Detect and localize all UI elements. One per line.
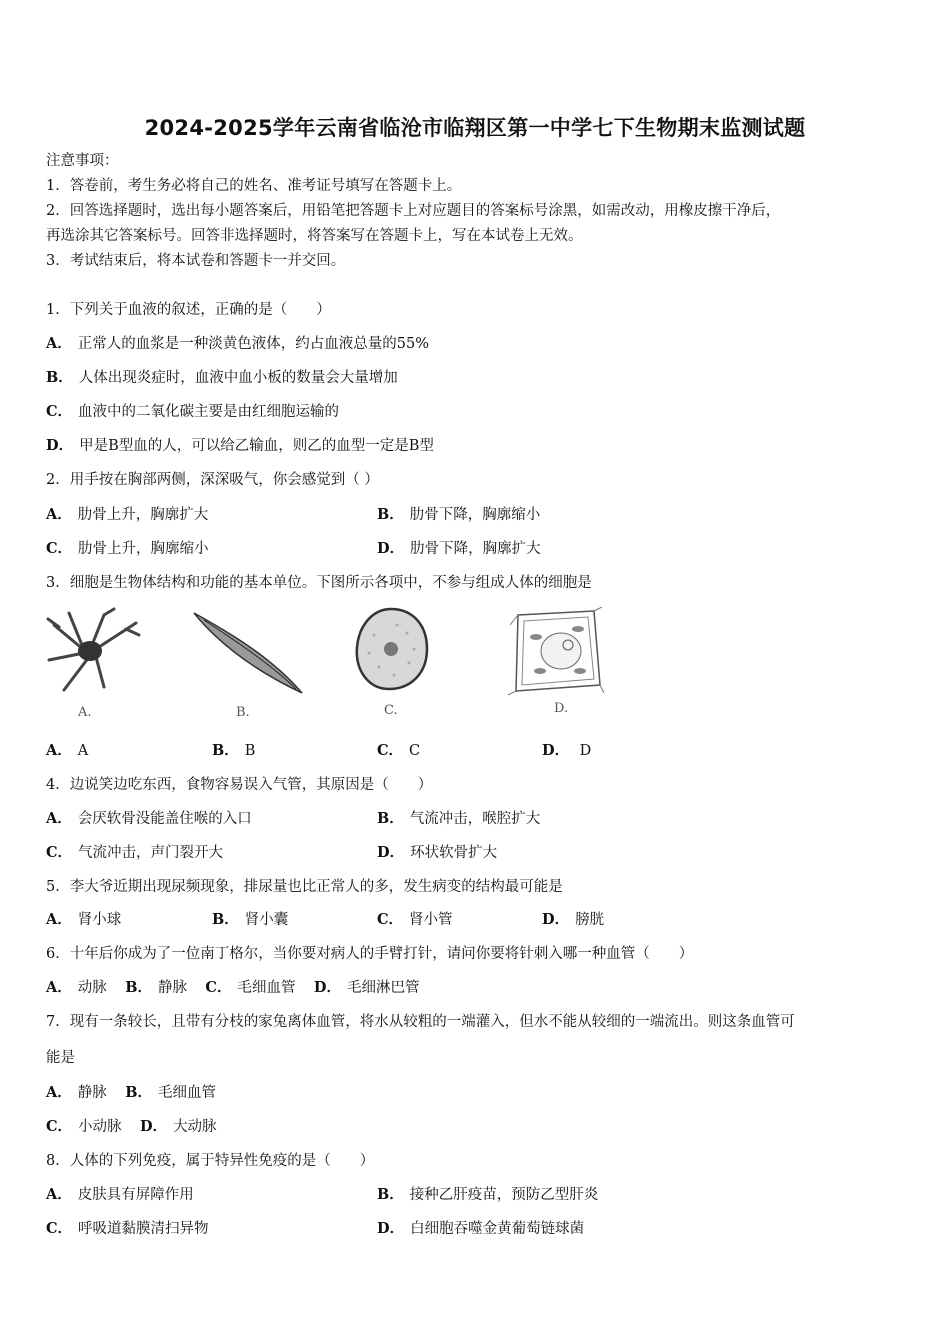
option-label: B． — [212, 911, 239, 928]
option-label: C． — [377, 911, 404, 928]
option-label: C． — [46, 403, 73, 420]
option-text: 肋骨下降，胸廓扩大 — [410, 541, 541, 557]
option-label: D． — [377, 1220, 405, 1237]
option-d[interactable] — [377, 539, 541, 559]
option-text: 气流冲击，喉腔扩大 — [409, 811, 541, 827]
option-text: 肋骨上升，胸廓扩大 — [77, 507, 209, 523]
option-b[interactable] — [212, 910, 288, 930]
option-d[interactable] — [46, 436, 434, 456]
option-label: A． — [46, 911, 72, 928]
figure-label-b: B. — [236, 705, 250, 720]
option-label: B． — [125, 1084, 152, 1101]
option-d[interactable] — [140, 1119, 217, 1135]
option-c[interactable] — [46, 843, 223, 863]
option-a[interactable] — [46, 910, 121, 930]
option-label: B． — [377, 810, 404, 827]
option-label: C． — [377, 742, 404, 759]
question-stem: 4．边说笑边吃东西，食物容易误入气管，其原因是（ ） — [46, 777, 433, 793]
option-text: 膀胱 — [575, 912, 605, 928]
option-text: 甲是B型血的人，可以给乙输血，则乙的血型一定是B型 — [79, 438, 434, 454]
option-row — [46, 1083, 216, 1103]
question-stem: 8．人体的下列免疫，属于特异性免疫的是（ ） — [46, 1153, 375, 1169]
option-label: B． — [212, 742, 239, 759]
option-row — [46, 1117, 217, 1137]
option-a[interactable] — [46, 505, 208, 525]
figure-label-d: D. — [554, 701, 569, 716]
option-text: B — [244, 743, 256, 759]
option-label: B． — [377, 1186, 404, 1203]
option-a[interactable] — [46, 980, 107, 996]
option-text: 毛细血管 — [237, 980, 296, 996]
muscle-cell-image — [184, 605, 314, 695]
option-label: C． — [46, 1118, 73, 1135]
option-text: 毛细血管 — [157, 1085, 216, 1101]
question-stem: 6．十年后你成为了一位南丁格尔，当你要对病人的手臂打针，请问你要将针刺入哪一种血管（ ） — [46, 946, 694, 962]
option-c[interactable] — [205, 980, 295, 996]
option-b[interactable] — [212, 741, 255, 761]
option-d[interactable] — [542, 910, 604, 930]
option-text: 气流冲击，声门裂开大 — [78, 845, 224, 861]
option-text: 人体出现炎症时，血液中血小板的数量会大量增加 — [78, 370, 398, 386]
option-c[interactable] — [46, 402, 339, 422]
page-title: 2024-2025学年云南省临沧市临翔区第一中学七下生物期末监测试题 — [144, 116, 806, 140]
question-stem: 3．细胞是生物体结构和功能的基本单位。下图所示各项中，不参与组成人体的细胞是 — [46, 575, 592, 591]
option-text: 小动脉 — [78, 1119, 122, 1135]
question-stem: 5．李大爷近期出现尿频现象，排尿量也比正常人的多，发生病变的结构最可能是 — [46, 879, 563, 895]
option-text: C — [409, 743, 421, 759]
option-text: 正常人的血浆是一种淡黄色液体，约占血液总量的55% — [77, 336, 429, 352]
round-cell-image — [349, 605, 434, 695]
option-text: 肾小球 — [77, 912, 122, 928]
option-label: D． — [46, 437, 74, 454]
option-text: 动脉 — [77, 980, 107, 996]
option-label: B． — [377, 506, 404, 523]
option-label: C． — [46, 540, 73, 557]
option-d[interactable] — [542, 741, 591, 761]
option-label: A． — [46, 1084, 72, 1101]
option-text: D — [575, 743, 592, 759]
option-text: 血液中的二氧化碳主要是由红细胞运输的 — [78, 404, 340, 420]
option-text: 肋骨上升，胸廓缩小 — [78, 541, 209, 557]
option-label: D． — [542, 742, 570, 759]
option-label: D． — [377, 540, 405, 557]
option-c[interactable] — [46, 1219, 209, 1239]
option-c[interactable] — [46, 1119, 122, 1135]
option-label: C． — [46, 844, 73, 861]
option-label: A． — [46, 335, 72, 352]
option-text: 接种乙肝疫苗，预防乙型肝炎 — [409, 1187, 599, 1203]
question-stem: 2．用手按在胸部两侧，深深吸气，你会感觉到（ ） — [46, 472, 379, 488]
option-b[interactable] — [125, 1085, 216, 1101]
option-a[interactable] — [46, 334, 429, 354]
option-text: A — [77, 743, 89, 759]
option-label: D． — [313, 979, 341, 996]
option-text: 肾小囊 — [244, 912, 289, 928]
option-b[interactable] — [125, 980, 187, 996]
option-d[interactable] — [377, 1219, 584, 1239]
notice-heading: 注意事项： — [46, 153, 119, 169]
option-b[interactable] — [377, 809, 540, 829]
option-c[interactable] — [377, 910, 453, 930]
option-label: B． — [46, 369, 73, 386]
option-b[interactable] — [377, 1185, 598, 1205]
option-text: 皮肤具有屏障作用 — [77, 1187, 194, 1203]
option-c[interactable] — [46, 539, 209, 559]
option-label: A． — [46, 742, 72, 759]
option-a[interactable] — [46, 741, 88, 761]
option-text: 肋骨下降，胸廓缩小 — [409, 507, 541, 523]
option-d[interactable] — [314, 980, 420, 996]
option-text: 白细胞吞噬金黄葡萄链球菌 — [410, 1221, 585, 1237]
option-a[interactable] — [46, 1185, 194, 1205]
option-label: D． — [377, 844, 405, 861]
option-label: D． — [139, 1118, 168, 1135]
option-text: 静脉 — [77, 1085, 107, 1101]
option-text: 呼吸道黏膜清扫异物 — [78, 1221, 209, 1237]
plant-cell-image — [506, 605, 606, 697]
option-label: C． — [46, 1220, 73, 1237]
option-label: D． — [542, 911, 570, 928]
notice-item: 1．答卷前，考生务必将自己的姓名、准考证号填写在答题卡上。 — [46, 178, 462, 194]
figure-label-a: A. — [78, 705, 92, 720]
option-text: 会厌软骨没能盖住喉的入口 — [77, 811, 252, 827]
option-a[interactable] — [46, 1085, 107, 1101]
option-c[interactable] — [377, 741, 420, 761]
option-label: A． — [46, 506, 72, 523]
option-d[interactable] — [377, 843, 497, 863]
option-text: 毛细淋巴管 — [346, 980, 420, 996]
option-text: 静脉 — [157, 980, 187, 996]
option-a[interactable] — [46, 809, 252, 829]
notice-item: 2．回答选择题时，选出每小题答案后，用铅笔把答题卡上对应题目的答案标号涂黑，如需改动，用橡皮擦干净后， — [46, 203, 781, 219]
question-stem: 1．下列关于血液的叙述，正确的是（ ） — [46, 302, 331, 318]
option-label: A． — [46, 979, 72, 996]
neuron-cell-image — [44, 605, 144, 695]
option-text: 大动脉 — [173, 1119, 217, 1135]
option-label: C． — [205, 979, 232, 996]
notice-item: 3．考试结束后，将本试卷和答题卡一并交回。 — [46, 253, 346, 269]
option-b[interactable] — [46, 368, 398, 388]
question-stem: 7．现有一条较长，且带有分枝的家兔离体血管，将水从较粗的一端灌入，但水不能从较细的一端流出。则这条血管可 — [46, 1014, 795, 1030]
option-text: 肾小管 — [409, 912, 453, 928]
option-text: 环状软骨扩大 — [410, 845, 498, 861]
cell-figures — [44, 605, 614, 725]
option-label: A． — [46, 810, 72, 827]
option-b[interactable] — [377, 505, 540, 525]
question-stem-continued: 能是 — [46, 1050, 75, 1066]
figure-label-c: C. — [384, 703, 398, 718]
option-row — [46, 978, 419, 998]
notice-item: 再选涂其它答案标号。回答非选择题时，将答案写在答题卡上，写在本试卷上无效。 — [46, 228, 583, 244]
option-label: A． — [46, 1186, 72, 1203]
option-label: B． — [125, 979, 152, 996]
